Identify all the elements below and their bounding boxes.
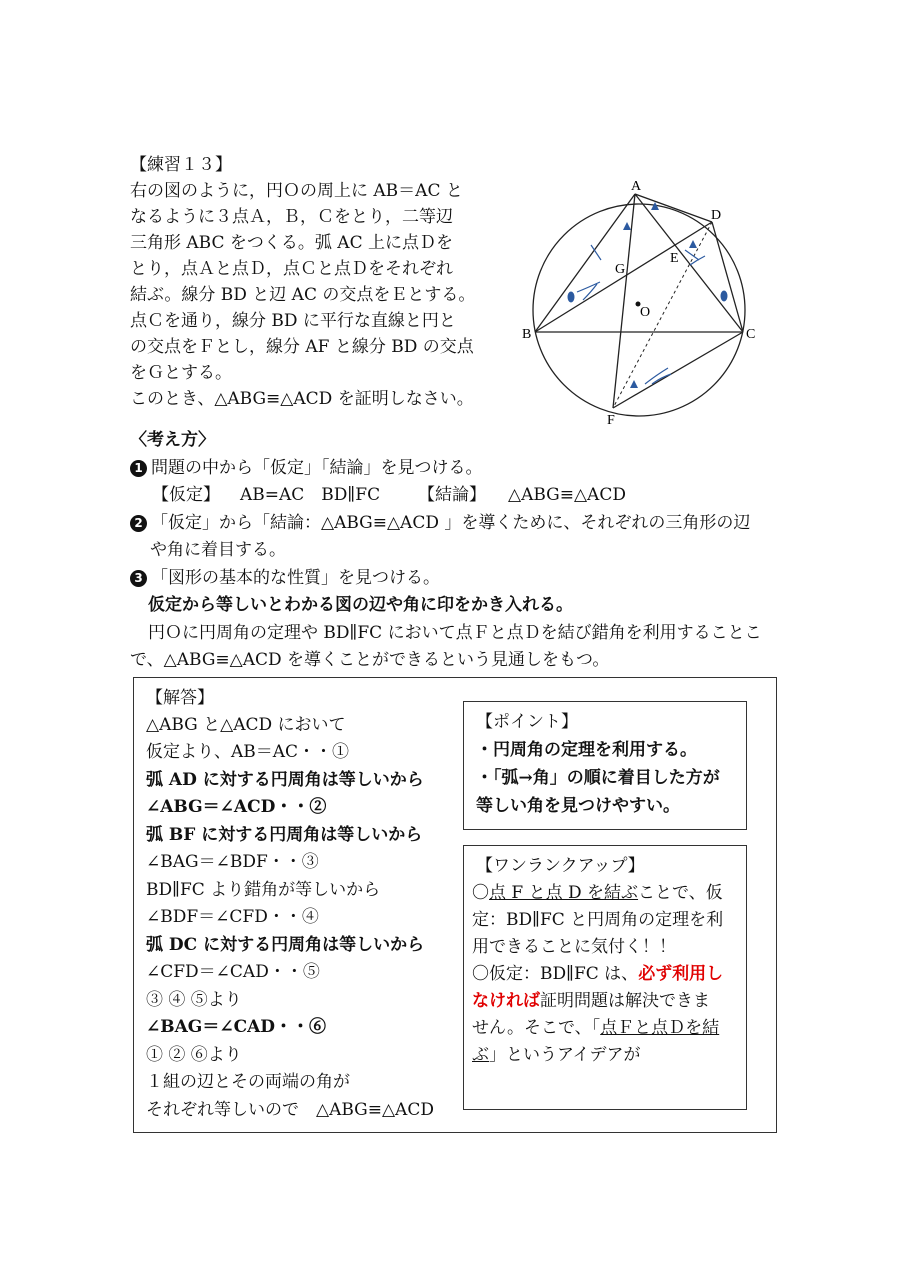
point-line-2: ・「弧→角」の順に着目した方が (476, 768, 720, 788)
answer-line-1: △ABG と△ACD において (146, 715, 346, 735)
problem-line-6: 点Ｃを通り，線分 BD に平行な直線と円と (130, 311, 456, 331)
approach-title: 〈考え方〉 (130, 430, 215, 450)
label-g: G (615, 262, 626, 277)
rankup-red-text: 必ず利用し (638, 964, 724, 984)
rankup-text: 〇仮定：BD∥FC は、 (472, 964, 639, 984)
triangle-angle-mark (689, 240, 697, 248)
segment-fc (613, 332, 743, 408)
rankup-line-3: 用できることに気付く！！ (472, 937, 676, 957)
rankup-text: 」というアイデアが (489, 1045, 641, 1065)
assumption-value: AB=AC BD∥FC (240, 485, 381, 505)
rankup-text: せん。そこで、「 (472, 1018, 601, 1038)
parallel-arrow-mark (577, 282, 600, 292)
answer-title: 【解答】 (146, 688, 214, 708)
step-2-text: 「仮定」から「結論：△ABG≡△ACD 」を導くために、それぞれの三角形の辺 (151, 513, 751, 533)
rankup-line-6 (472, 1015, 719, 1041)
rankup-line-4 (472, 961, 723, 987)
problem-line-2: なるように３点Ａ，Ｂ，Ｃをとり，二等辺 (130, 207, 453, 227)
circle-o (533, 204, 745, 416)
conclusion-value: △ABG≡△ACD (508, 485, 626, 505)
problem-line-7: の交点をＦとし，線分 AF と線分 BD の交点 (130, 337, 474, 357)
triangle-angle-mark (630, 380, 638, 388)
answer-line-7: BD∥FC より錯角が等しいから (146, 880, 381, 900)
exercise-title: 【練習１３】 (130, 155, 232, 175)
triangle-angle-mark (623, 222, 631, 230)
problem-line-5: 結ぶ。線分 BD と辺 AC の交点をＥとする。 (130, 285, 476, 305)
parallel-arrow-mark (690, 256, 705, 265)
point-title: 【ポイント】 (476, 712, 578, 732)
label-b: B (522, 327, 532, 342)
step-number-badge: 1 (130, 460, 147, 477)
segment-df-dashed (613, 222, 712, 408)
rankup-line-1 (472, 880, 723, 906)
circle-angle-mark (568, 292, 575, 303)
rankup-line-5 (472, 988, 710, 1014)
approach-paragraph-1: 円Ｏに円周角の定理や BD∥FC において点Ｆと点Ｄを結び錯角を利用することこ (148, 623, 762, 643)
step-3-text: 「図形の基本的な性質」を見つける。 (151, 568, 440, 588)
emphasis-text: 仮定から等しいとわかる図の辺や角に印をかき入れる。 (148, 595, 573, 615)
answer-line-10: ∠CFD＝∠CAD・・⑤ (146, 962, 320, 982)
rankup-line-2: 定：BD∥FC と円周角の定理を利 (472, 910, 724, 930)
rankup-underlined-text: 点Ｆと点Ｄを結 (600, 1018, 720, 1038)
problem-line-4: とり，点Ａと点Ｄ，点Ｃと点Ｄをそれぞれ (130, 259, 453, 279)
answer-line-13: ① ② ⑥より (146, 1045, 242, 1065)
label-c: C (746, 327, 756, 342)
segment-ac (635, 194, 743, 332)
answer-line-5: 弧 BF に対する円周角は等しいから (146, 825, 423, 845)
label-o: O (640, 305, 651, 320)
step-2 (130, 510, 750, 536)
point-line-3: 等しい角を見つけやすい。 (476, 796, 680, 816)
segment-dc (712, 222, 743, 332)
step-3 (130, 565, 440, 591)
step-1-text: 問題の中から「仮定」「結論」を見つける。 (151, 458, 483, 478)
answer-line-3: 弧 AD に対する円周角は等しいから (146, 770, 424, 790)
step-1 (130, 455, 483, 481)
rankup-underlined-text: 点 F と点 D を結ぶ (489, 883, 639, 903)
answer-line-14: １組の辺とその両端の角が (146, 1072, 350, 1092)
rankup-underlined-text: ぶ (472, 1045, 489, 1065)
rankup-text: 証明問題は解決できま (540, 991, 710, 1011)
assumption-label: 【仮定】 (152, 485, 220, 505)
label-e: E (670, 251, 679, 266)
step-number-badge: 3 (130, 570, 147, 587)
answer-line-15: それぞれ等しいので △ABG≡△ACD (146, 1100, 434, 1120)
answer-line-4: ∠ABG＝∠ACD・・② (146, 797, 327, 817)
step-2-continued: や角に着目する。 (150, 540, 286, 560)
rankup-text: ことで、仮 (638, 883, 723, 903)
problem-line-3: 三角形 ABC をつくる。弧 AC 上に点Ｄを (130, 233, 453, 253)
problem-line-9: このとき、△ABG≡△ACD を証明しなさい。 (130, 389, 474, 409)
answer-line-12: ∠BAG＝∠CAD・・⑥ (146, 1017, 327, 1037)
rankup-line-7 (472, 1042, 640, 1068)
conclusion-label: 【結論】 (418, 485, 486, 505)
label-f: F (607, 413, 615, 428)
point-line-1: ・円周角の定理を利用する。 (476, 740, 697, 760)
rankup-title: 【ワンランクアップ】 (476, 856, 645, 876)
tick-mark (685, 250, 699, 260)
circle-figure (505, 170, 795, 440)
answer-line-9: 弧 DC に対する円周角は等しいから (146, 935, 425, 955)
step-number-badge: 2 (130, 515, 147, 532)
answer-line-2: 仮定より、AB＝AC・・① (146, 742, 350, 762)
answer-line-8: ∠BDF＝∠CFD・・④ (146, 907, 319, 927)
answer-line-11: ③ ④ ⑤より (146, 990, 242, 1010)
label-a: A (631, 179, 642, 194)
segment-af (613, 194, 635, 408)
answer-line-6: ∠BAG＝∠BDF・・③ (146, 852, 319, 872)
circle-angle-mark (721, 291, 728, 302)
label-d: D (711, 208, 722, 223)
rankup-bullet: 〇 (472, 883, 489, 903)
problem-line-8: をＧとする。 (130, 363, 232, 383)
problem-line-1: 右の図のように，円Ｏの周上に AB＝AC と (130, 181, 463, 201)
approach-paragraph-2: で、△ABG≡△ACD を導くことができるという見通しをもつ。 (130, 650, 610, 670)
rankup-red-text: なければ (472, 991, 540, 1011)
